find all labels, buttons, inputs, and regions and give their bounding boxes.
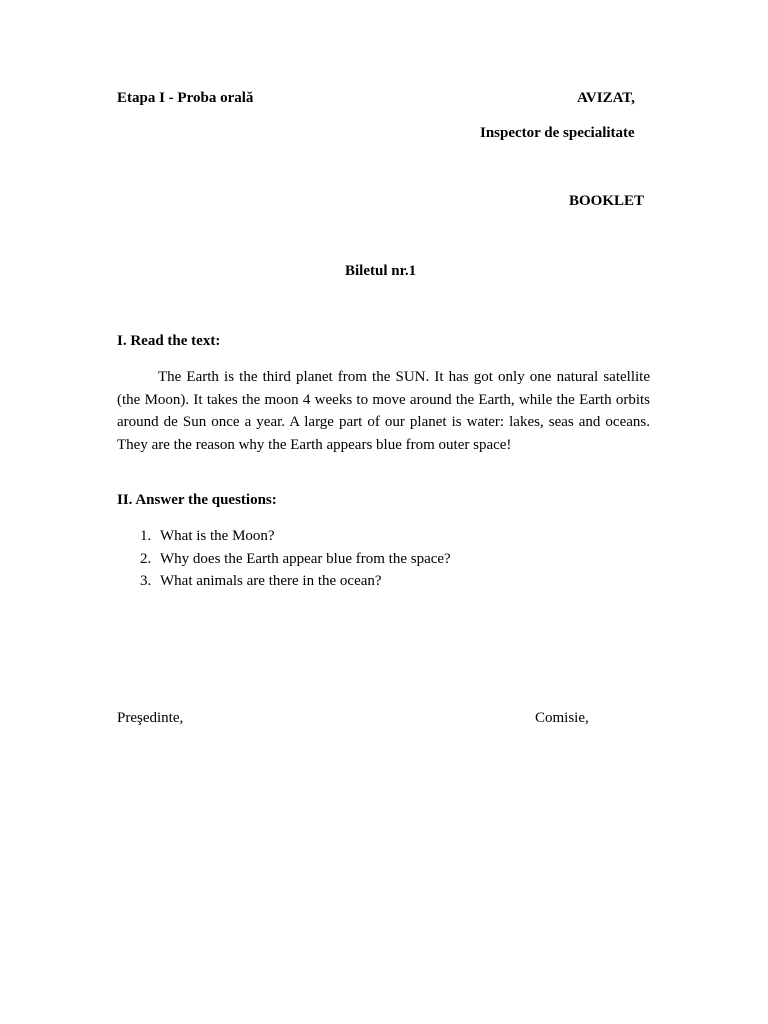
- question-item: [140, 548, 451, 571]
- stage-label: Etapa I - Proba orală: [117, 90, 254, 106]
- president-signature-label: Preşedinte,: [117, 710, 184, 726]
- section-questions-heading: II. Answer the questions:: [117, 492, 277, 508]
- commission-signature-label: Comisie,: [535, 710, 589, 726]
- question-item: [140, 570, 451, 593]
- question-text: Why does the Earth appear blue from the space?: [160, 550, 451, 567]
- ticket-title: Biletul nr.1: [345, 263, 417, 279]
- booklet-label: BOOKLET: [569, 193, 645, 209]
- question-text: What is the Moon?: [160, 528, 275, 544]
- reading-passage: The Earth is the third planet from the SUN. It has got only one natural satellite (the Moon). It takes the moon 4 weeks to move around the Earth, while the Earth orbits around de Sun once a year. A large part of our planet is water: lakes, seas and oceans. They are the reason why the Earth appears blue from outer space!: [117, 369, 650, 453]
- approval-label: AVIZAT,: [577, 90, 635, 106]
- question-text: What animals are there in the ocean?: [160, 573, 382, 589]
- inspector-label: Inspector de specialitate: [480, 125, 635, 141]
- question-item: [140, 525, 451, 548]
- question-number: 3.: [140, 573, 152, 589]
- question-number: 2.: [140, 550, 152, 567]
- question-number: 1.: [140, 528, 152, 544]
- question-list: [140, 525, 451, 593]
- section-read-heading: I. Read the text:: [117, 333, 221, 349]
